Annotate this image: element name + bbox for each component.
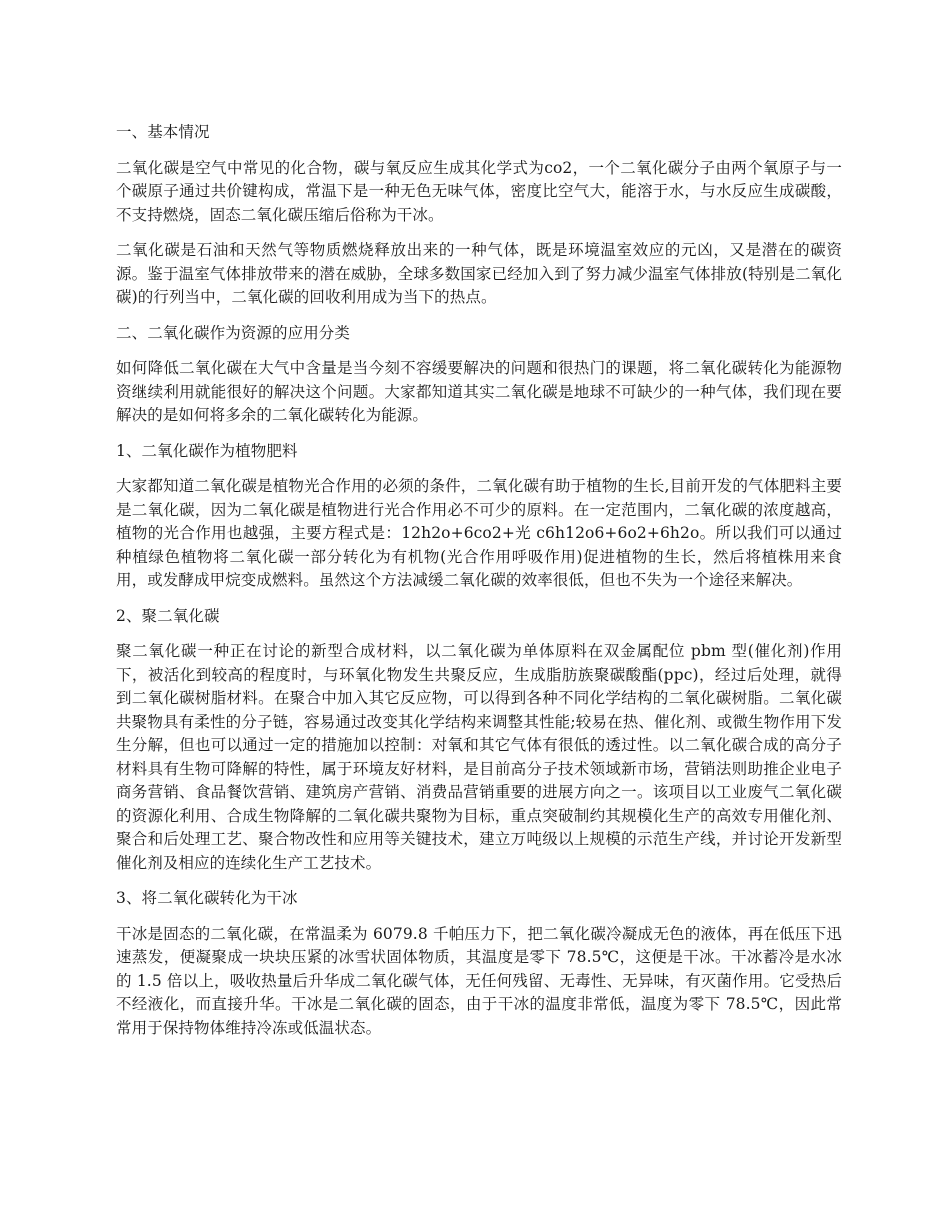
paragraph-co2-source: 二氧化碳是石油和天然气等物质燃烧释放出来的一种气体，既是环境温室效应的元凶，又是潜在的碳资源。鉴于温室气体排放带来的潜在威胁，全球多数国家已经加入到了努力减少温室气体排放(特别是二氧化碳)的行列当中，二氧化碳的回收利用成为当下的热点。 <box>116 241 842 306</box>
paragraph-reduction-intro: 如何降低二氧化碳在大气中含量是当今刻不容缓要解决的问题和很热门的课题，将二氧化碳转化为能源物资继续利用就能很好的解决这个问题。大家都知道其实二氧化碳是地球不可缺少的一种气体，我们现在要解决的是如何将多余的二氧化碳转化为能源。 <box>116 359 842 424</box>
section-heading-basic-info: 一、基本情况 <box>116 123 210 141</box>
subheading-dry-ice: 3、将二氧化碳转化为干冰 <box>116 889 298 907</box>
subheading-polymer: 2、聚二氧化碳 <box>116 606 220 625</box>
paragraph-plant-fertilizer: 大家都知道二氧化碳是植物光合作用的必须的条件，二氧化碳有助于植物的生长,目前开发的气体肥料主要是二氧化碳，因为二氧化碳是植物进行光合作用必不可少的原料。在一定范围内，二氧化碳的浓度越高，植物的光合作用也越强，主要方程式是：12h2o+6co2+光 c6h12o6+6o2+6h2o。所以我们可以通过种植绿色植物将二氧化碳一部分转化为有机物(光合作用呼吸作用)促进植物的生长，然后将植株用来食用，或发酵成甲烷变成燃料。虽然这个方法减缓二氧化碳的效率很低，但也不失为一个途径来解决。 <box>116 477 842 589</box>
paragraph-co2-definition: 二氧化碳是空气中常见的化合物，碳与氧反应生成其化学式为co2，一个二氧化碳分子由两个氧原子与一个碳原子通过共价键构成，常温下是一种无色无味气体，密度比空气大，能溶于水，与水反应生成碳酸，不支持燃烧，固态二氧化碳压缩后俗称为干冰。 <box>116 158 842 224</box>
subheading-plant-fertilizer: 1、二氧化碳作为植物肥料 <box>116 441 298 460</box>
document-body <box>116 121 842 1052</box>
section-heading-applications: 二、二氧化碳作为资源的应用分类 <box>116 323 351 342</box>
paragraph-dry-ice: 干冰是固态的二氧化碳，在常温柔为 6079.8 千帕压力下，把二氧化碳冷凝成无色的液体，再在低压下迅速蒸发，便凝聚成一块块压紧的冰雪状固体物质，其温度是零下 78.5℃，这便是干冰。干冰蓄冷是水冰的 1.5 倍以上，吸收热量后升华成二氧化碳气体，无任何残留、无毒性、无异味，有灭菌作用。它受热后不经液化，而直接升华。干冰是二氧化碳的固态，由于干冰的温度非常低，温度为零下 78.5℃，因此常常用于保持物体维持冷冻或低温状态。 <box>116 924 842 1037</box>
paragraph-polymer: 聚二氧化碳一种正在讨论的新型合成材料，以二氧化碳为单体原料在双金属配位 pbm 型(催化剂)作用下，被活化到较高的程度时，与环氧化物发生共聚反应，生成脂肪族聚碳酸酯(ppc)，经过后处理，就得到二氧化碳树脂材料。在聚合中加入其它反应物，可以得到各种不同化学结构的二氧化碳树脂。二氧化碳共聚物具有柔性的分子链，容易通过改变其化学结构来调整其性能;较易在热、催化剂、或微生物作用下发生分解，但也可以通过一定的措施加以控制：对氧和其它气体有很低的透过性。以二氧化碳合成的高分子材料具有生物可降解的特性，属于环境友好材料，是目前高分子技术领域新市场，营销法则助推企业电子商务营销、食品餐饮营销、建筑房产营销、消费品营销重要的进展方向之一。该项目以工业废气二氧化碳的资源化利用、合成生物降解的二氧化碳共聚物为目标，重点突破制约其规模化生产的高效专用催化剂、聚合和后处理工艺、聚合物改性和应用等关键技术，建立万吨级以上规模的示范生产线，并讨论开发新型催化剂及相应的连续化生产工艺技术。 <box>116 642 842 872</box>
